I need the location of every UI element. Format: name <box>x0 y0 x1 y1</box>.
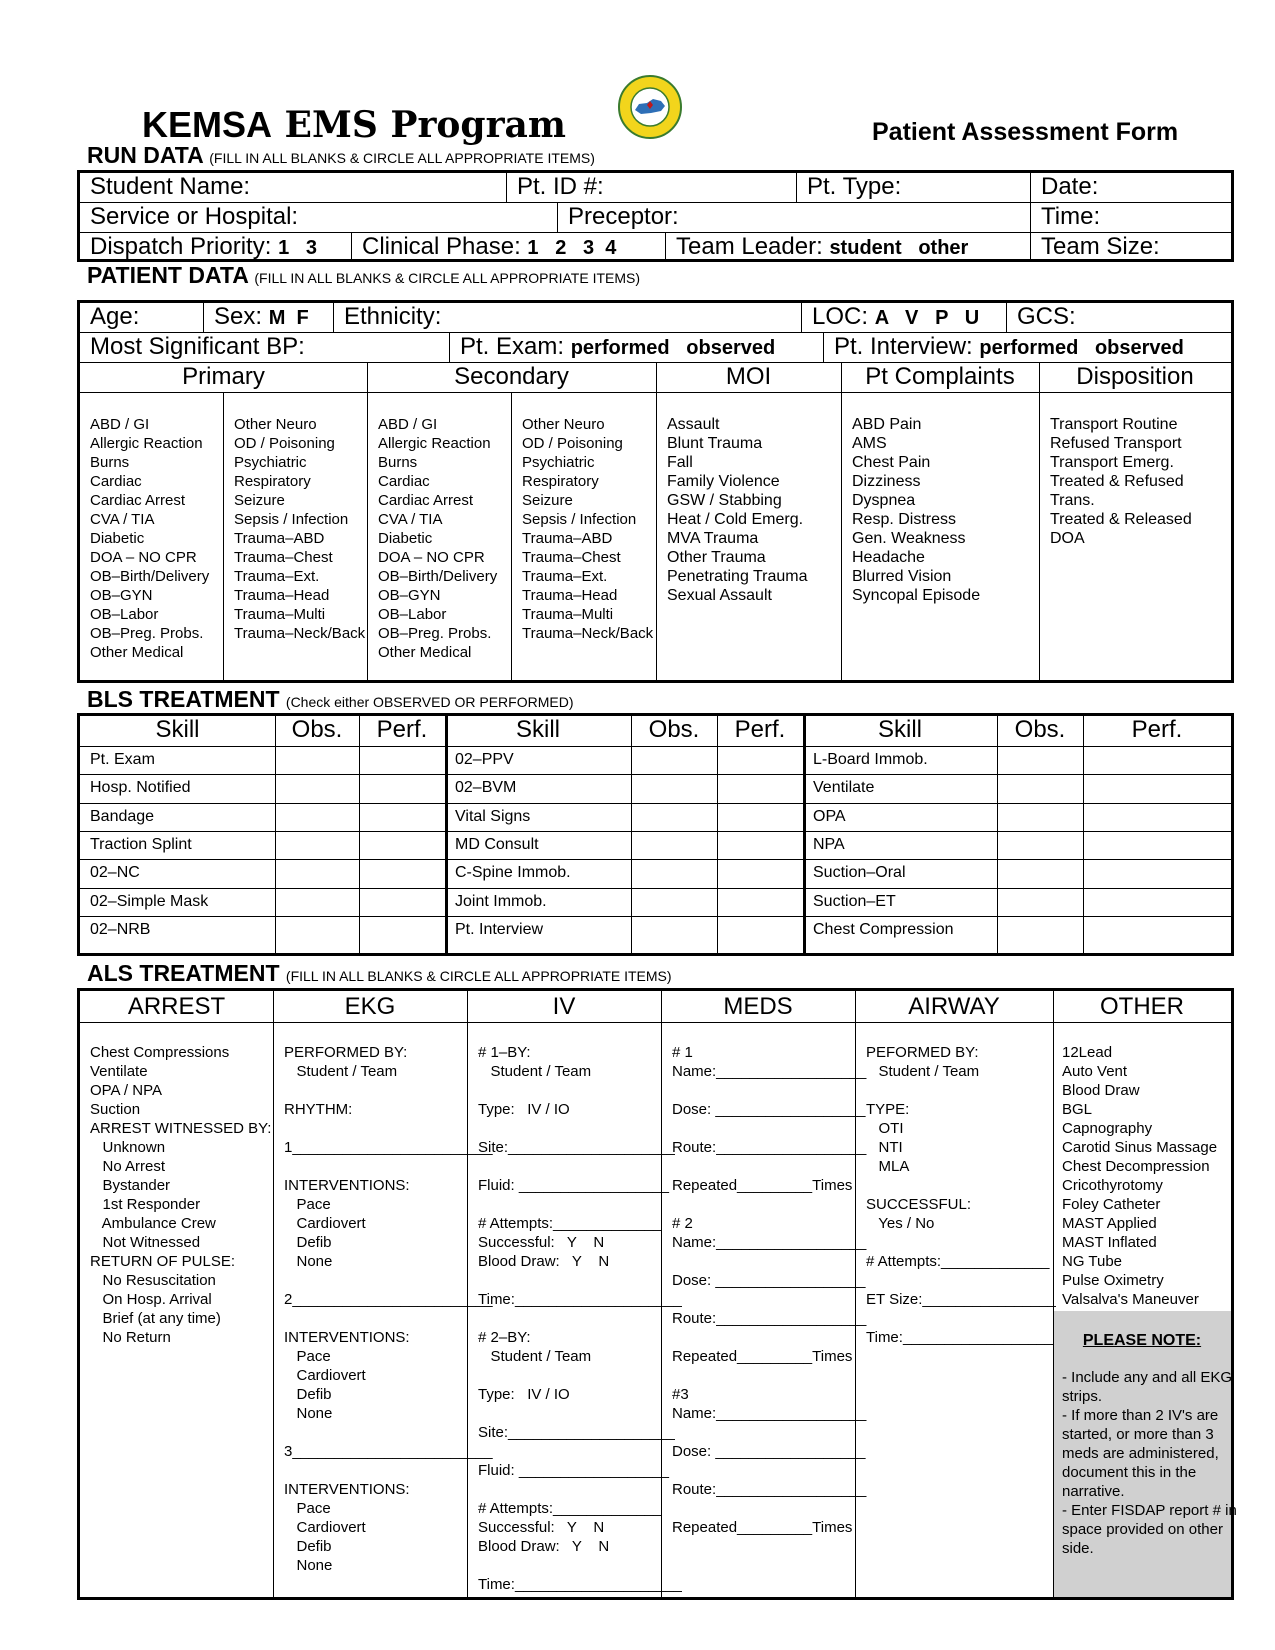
clinical-phase-field[interactable]: Clinical Phase: 1 2 3 4 <box>352 233 666 262</box>
ethnicity-field[interactable]: Ethnicity: <box>334 303 802 332</box>
bls-skill-row: NPA <box>813 835 845 853</box>
bls-observed-checkbox[interactable] <box>631 888 717 916</box>
bls-performed-checkbox[interactable] <box>359 746 445 774</box>
pt-complaints-list[interactable]: ABD Pain AMS Chest Pain Dizziness Dyspnea Resp. Distress Gen. Weakness Headache Blurred Vision Syncopal Episode <box>852 416 981 604</box>
bls-skill-row: OPA <box>813 807 846 825</box>
bls-header-skill-1: Skill <box>155 716 200 743</box>
primary-list-b[interactable]: Other Neuro OD / Poisoning Psychiatric Respiratory Seizure Sepsis / Infection Trauma–ABD Trauma–Chest Trauma–Ext. Trauma–Head Trauma–Multi Trauma–Neck/Back <box>234 416 366 642</box>
col-ekg: EKG <box>344 993 396 1020</box>
pt-exam-field[interactable]: Pt. Exam: performed observed <box>450 333 824 362</box>
primary-list-a[interactable]: ABD / GI Allergic Reaction Burns Cardiac Cardiac Arrest CVA / TIA Diabetic DOA – NO CPR OB–Birth/Delivery OB–GYN OB–Labor OB–Preg. Probs. Other Medical <box>90 416 210 661</box>
bls-observed-checkbox[interactable] <box>631 831 717 859</box>
bls-skill-row: 02–Simple Mask <box>90 892 209 910</box>
bls-observed-checkbox[interactable] <box>631 746 717 774</box>
bls-performed-checkbox[interactable] <box>1083 774 1169 802</box>
col-primary: Primary <box>182 363 265 390</box>
pt-interview-field[interactable]: Pt. Interview: performed observed <box>834 333 1184 360</box>
bls-performed-checkbox[interactable] <box>1083 916 1169 944</box>
bls-skill-row: MD Consult <box>455 835 539 853</box>
bls-observed-checkbox[interactable] <box>275 746 359 774</box>
secondary-list-b[interactable]: Other Neuro OD / Poisoning Psychiatric Respiratory Seizure Sepsis / Infection Trauma–ABD Trauma–Chest Trauma–Ext. Trauma–Head Trauma–Multi Trauma–Neck/Back <box>522 416 654 642</box>
bls-table <box>77 713 1234 956</box>
col-airway: AIRWAY <box>908 993 1000 1020</box>
bls-observed-checkbox[interactable] <box>997 774 1083 802</box>
academy-seal-logo <box>617 74 683 140</box>
bls-performed-checkbox[interactable] <box>717 916 803 944</box>
bls-skill-row: Suction–ET <box>813 892 896 910</box>
bls-skill-row: 02–BVM <box>455 779 517 797</box>
col-pt-complaints: Pt Complaints <box>865 363 1015 390</box>
bls-observed-checkbox[interactable] <box>275 888 359 916</box>
bls-skill-row: 02–NRB <box>90 920 151 938</box>
bls-performed-checkbox[interactable] <box>359 831 445 859</box>
bls-header-perf-3: Perf. <box>1131 716 1183 743</box>
bls-skill-row: 02–PPV <box>455 751 514 768</box>
bls-performed-checkbox[interactable] <box>359 859 445 887</box>
gcs-field[interactable]: GCS: <box>1017 303 1076 330</box>
col-disposition: Disposition <box>1076 363 1194 390</box>
disposition-list[interactable]: Transport Routine Refused Transport Transport Emerg. Treated & Refused Trans. Treated & Released DOA <box>1050 416 1192 547</box>
bls-skill-row: L-Board Immob. <box>813 751 928 768</box>
bls-skill-row: C-Spine Immob. <box>455 864 571 882</box>
bls-skill-row: Pt. Exam <box>90 751 155 768</box>
bls-observed-checkbox[interactable] <box>275 916 359 944</box>
col-meds: MEDS <box>723 993 793 1020</box>
bls-skill-row: Traction Splint <box>90 835 192 853</box>
bls-header-perf-1: Perf. <box>376 716 428 743</box>
col-arrest: ARREST <box>127 993 226 1020</box>
bls-header-skill-3: Skill <box>877 716 922 743</box>
most-significant-bp-field[interactable]: Most Significant BP: <box>80 333 450 362</box>
bls-performed-checkbox[interactable] <box>717 774 803 802</box>
bls-skill-row: Vital Signs <box>455 807 531 825</box>
bls-observed-checkbox[interactable] <box>275 803 359 831</box>
dispatch-priority-field[interactable]: Dispatch Priority: 1 3 <box>80 233 352 262</box>
run-data-heading: RUN DATA (FILL IN ALL BLANKS & CIRCLE ALL APPROPRIATE ITEMS) <box>87 142 595 168</box>
time-field[interactable]: Time: <box>1041 203 1101 230</box>
moi-list[interactable]: Assault Blunt Trauma Fall Family Violence GSW / Stabbing Heat / Cold Emerg. MVA Trauma Other Trauma Penetrating Trauma Sexual Assault <box>667 416 808 604</box>
bls-performed-checkbox[interactable] <box>717 831 803 859</box>
date-field[interactable]: Date: <box>1041 173 1099 200</box>
pt-id-field[interactable]: Pt. ID #: <box>507 173 797 202</box>
bls-heading: BLS TREATMENT (Check either OBSERVED OR PERFORMED) <box>87 686 574 712</box>
bls-observed-checkbox[interactable] <box>631 774 717 802</box>
bls-observed-checkbox[interactable] <box>997 859 1083 887</box>
bls-performed-checkbox[interactable] <box>717 859 803 887</box>
team-size-field[interactable]: Team Size: <box>1041 233 1160 260</box>
ekg-list[interactable]: PERFORMED BY: Student / Team RHYTHM: 1________________________ INTERVENTIONS: Pace Cardiovert Defib None 2________________________ INTERVENTIONS: Pace Cardiovert Defib None 3________________________ INTERVENTIONS: Pace Cardiovert Defib None <box>284 1044 493 1574</box>
bls-performed-checkbox[interactable] <box>1083 859 1169 887</box>
bls-observed-checkbox[interactable] <box>275 831 359 859</box>
program-title: KEMSA EMS Program <box>142 104 566 146</box>
please-note-body: - Include any and all EKG strips. - If more than 2 IV's are started, or more than 3 meds are administered, document this in the narrative. - Enter FISDAP report # in space provided on other side. <box>1062 1369 1237 1557</box>
bls-skill-row: Suction–Oral <box>813 864 906 882</box>
bls-observed-checkbox[interactable] <box>275 859 359 887</box>
bls-skill-row: Chest Compression <box>813 920 954 938</box>
bls-performed-checkbox[interactable] <box>359 774 445 802</box>
iv-list[interactable]: # 1–BY: Student / Team Type: IV / IO Site:____________________ Fluid: __________________ # Attempts:_____________ Successful: Y N Blood Draw: Y N Time:____________________ # 2–BY: Student / Team Type: IV / IO Site:____________________ Fluid: __________________ # Attempts:_____________ Successful: Y N Blood Draw: Y N Time:____________________ <box>478 1044 682 1593</box>
bls-header-obs-3: Obs. <box>1014 716 1066 743</box>
bls-performed-checkbox[interactable] <box>359 916 445 944</box>
preceptor-field[interactable]: Preceptor: <box>558 203 1031 232</box>
col-moi: MOI <box>725 363 772 390</box>
col-iv: IV <box>552 993 576 1020</box>
service-hospital-field[interactable]: Service or Hospital: <box>80 203 558 232</box>
run-data-box <box>77 170 1234 262</box>
bls-observed-checkbox[interactable] <box>997 803 1083 831</box>
other-list[interactable]: 12Lead Auto Vent Blood Draw BGL Capnography Carotid Sinus Massage Chest Decompression Cricothyrotomy Foley Catheter MAST Applied MAST Inflated NG Tube Pulse Oximetry Valsalva's Maneuver <box>1062 1044 1218 1308</box>
secondary-list-a[interactable]: ABD / GI Allergic Reaction Burns Cardiac Cardiac Arrest CVA / TIA Diabetic DOA – NO CPR OB–Birth/Delivery OB–GYN OB–Labor OB–Preg. Probs. Other Medical <box>378 416 498 661</box>
bls-performed-checkbox[interactable] <box>1083 888 1169 916</box>
loc-field[interactable]: LOC: A V P U <box>802 303 1007 332</box>
bls-header-obs-1: Obs. <box>291 716 343 743</box>
bls-skill-row: Pt. Interview <box>455 920 544 938</box>
bls-observed-checkbox[interactable] <box>997 916 1083 944</box>
bls-observed-checkbox[interactable] <box>997 888 1083 916</box>
airway-list[interactable]: PEFORMED BY: Student / Team TYPE: OTI NTI MLA SUCCESSFUL: Yes / No # Attempts:_____________ ET Size:________________ Time:__________________ <box>866 1044 1056 1346</box>
arrest-list[interactable]: Chest Compressions Ventilate OPA / NPA Suction ARREST WITNESSED BY: Unknown No Arrest Bystander 1st Responder Ambulance Crew Not Witnessed RETURN OF PULSE: No Resuscitation On Hosp. Arrival Brief (at any time) No Return <box>90 1044 272 1346</box>
patient-data-box <box>77 300 1234 683</box>
bls-performed-checkbox[interactable] <box>717 746 803 774</box>
bls-skill-row: 02–NC <box>90 864 140 882</box>
bls-observed-checkbox[interactable] <box>631 916 717 944</box>
patient-data-heading: PATIENT DATA (FILL IN ALL BLANKS & CIRCLE ALL APPROPRIATE ITEMS) <box>87 262 641 288</box>
col-other: OTHER <box>1100 993 1184 1020</box>
bls-skill-row: Hosp. Notified <box>90 779 191 797</box>
please-note-title: PLEASE NOTE: <box>1082 1332 1202 1349</box>
bls-observed-checkbox[interactable] <box>997 746 1083 774</box>
age-field[interactable]: Age: <box>80 303 204 332</box>
bls-skill-row: Ventilate <box>813 779 875 797</box>
bls-performed-checkbox[interactable] <box>359 803 445 831</box>
form-title: Patient Assessment Form <box>872 118 1179 146</box>
bls-performed-checkbox[interactable] <box>717 803 803 831</box>
bls-header-perf-2: Perf. <box>734 716 786 743</box>
bls-observed-checkbox[interactable] <box>631 803 717 831</box>
bls-observed-checkbox[interactable] <box>275 774 359 802</box>
bls-performed-checkbox[interactable] <box>359 888 445 916</box>
pt-type-field[interactable]: Pt. Type: <box>797 173 1031 202</box>
meds-list[interactable]: # 1 Name:__________________ Dose: __________________ Route:__________________ Repeated_________Times # 2 Name:__________________ Dose: __________________ Route:__________________ Repeated_________Times #3 Name:__________________ Dose: __________________ Route:__________________ Repeated_________Times <box>672 1044 867 1536</box>
sex-field[interactable]: Sex: M F <box>204 303 334 332</box>
bls-skill-row: Bandage <box>90 807 155 825</box>
bls-observed-checkbox[interactable] <box>631 859 717 887</box>
team-leader-field[interactable]: Team Leader: student other <box>666 233 1031 262</box>
als-heading: ALS TREATMENT (FILL IN ALL BLANKS & CIRCLE ALL APPROPRIATE ITEMS) <box>87 960 672 986</box>
bls-header-skill-2: Skill <box>515 716 560 743</box>
bls-observed-checkbox[interactable] <box>997 831 1083 859</box>
bls-header-obs-2: Obs. <box>648 716 700 743</box>
bls-performed-checkbox[interactable] <box>1083 746 1169 774</box>
bls-performed-checkbox[interactable] <box>1083 831 1169 859</box>
bls-performed-checkbox[interactable] <box>1083 803 1169 831</box>
bls-performed-checkbox[interactable] <box>717 888 803 916</box>
col-secondary: Secondary <box>454 363 569 390</box>
bls-skill-row: Joint Immob. <box>455 892 547 910</box>
als-table <box>77 988 1237 1600</box>
student-name-field[interactable]: Student Name: <box>80 173 507 202</box>
